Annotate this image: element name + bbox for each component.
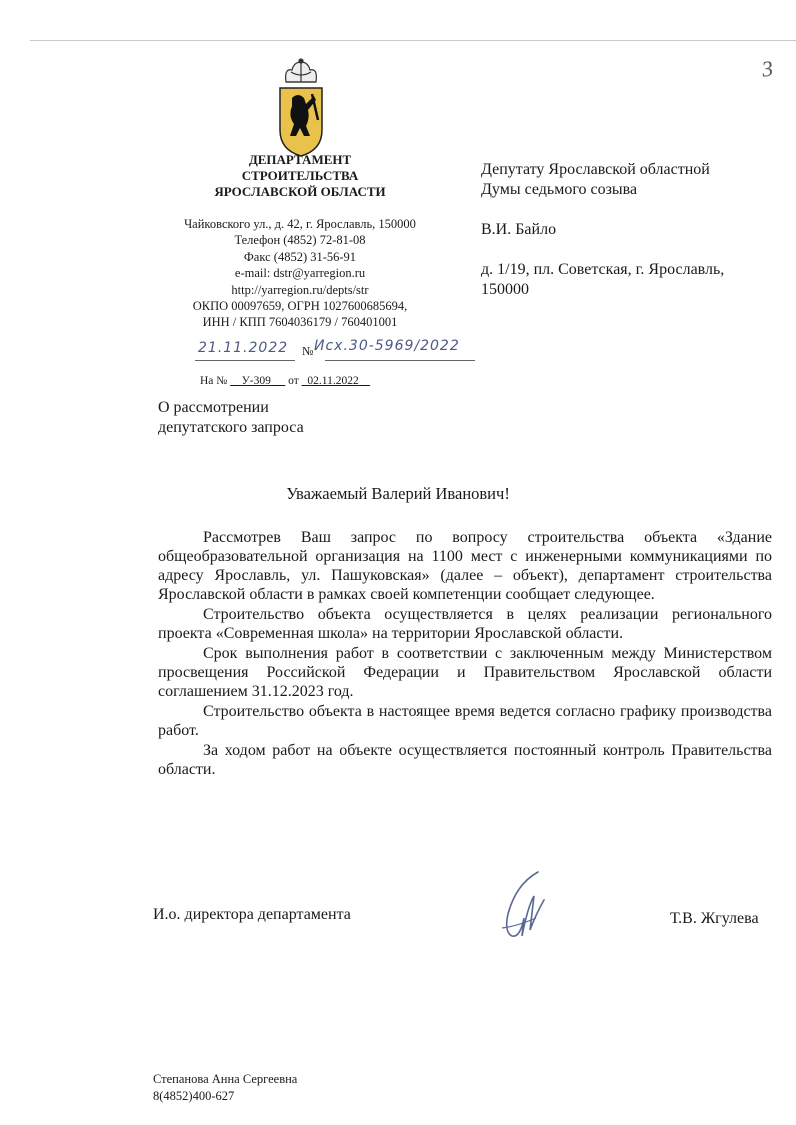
sender-phone: Телефон (4852) 72-81-08 (234, 233, 366, 248)
letter-subject (158, 398, 304, 438)
executor-name: Степанова Анна Сергеевна (153, 1072, 298, 1086)
body-paragraph: Строительство объекта осуществляется в целях реализации регионального проекта «Современная школа» на территории Ярославской области. (158, 606, 772, 642)
ref-label: На № (200, 375, 228, 387)
recipient-address-line: 150000 (481, 281, 529, 298)
subject-line: депутатского запроса (158, 419, 304, 436)
body-paragraph: Рассмотрев Ваш запрос по вопросу строительства объекта «Здание общеобразовательной организация на 1100 мест с инженерными коммуникациями по адресу Ярославль, ул. Пашуковская» (далее – объект), департамент строительства Ярославской области в рамках своей компетенции сообщает следующее. (158, 529, 772, 603)
recipient-block (481, 160, 781, 300)
executor-phone: 8(4852)400-627 (153, 1089, 235, 1103)
sender-contacts (150, 216, 450, 331)
sender-email: e-mail: dstr@yarregion.ru (234, 266, 366, 281)
sender-fax: Факс (4852) 31-56-91 (243, 249, 357, 264)
body-paragraph: Срок выполнения работ в соответствии с заключенным между Министерством просвещения Российской Федерации и Правительством Ярославской области соглашением 31.12.2023 год. (158, 645, 772, 700)
letter-body (158, 528, 772, 780)
scan-top-edge-line (30, 40, 796, 41)
page-number: 3 (760, 55, 775, 82)
reference-line (200, 375, 370, 387)
number-underline (325, 360, 475, 361)
handwritten-signature-icon (488, 866, 558, 946)
signer-name: Т.В. Жгулева (670, 910, 759, 927)
coat-of-arms-icon (272, 58, 330, 158)
sender-website: http://yarregion.ru/depts/str (231, 282, 369, 297)
number-sign: № (302, 344, 314, 358)
outgoing-number-handwritten: Исх.30-5969/2022 (314, 338, 460, 354)
date-underline (195, 360, 295, 361)
sender-department-name (180, 152, 420, 200)
executor-block (153, 1071, 297, 1105)
ref-date: 02.11.2022 (307, 375, 359, 387)
recipient-org-line: Депутату Ярославской областной (481, 161, 710, 178)
body-paragraph: Строительство объекта в настоящее время ведется согласно графику производства работ. (158, 703, 772, 739)
recipient-address-line: д. 1/19, пл. Советская, г. Ярославль, (481, 261, 725, 278)
ref-date-label: от (288, 375, 299, 387)
sender-inn-kpp: ИНН / КПП 7604036179 / 760401001 (202, 315, 398, 330)
sender-address: Чайковского ул., д. 42, г. Ярославль, 150000 (184, 217, 416, 231)
body-paragraph: За ходом работ на объекте осуществляется постоянный контроль Правительства области. (158, 742, 772, 778)
dept-line: ЯРОСЛАВСКОЙ ОБЛАСТИ (214, 184, 386, 199)
outgoing-date-handwritten: 21.11.2022 (198, 340, 289, 356)
dept-line: ДЕПАРТАМЕНТ (248, 152, 352, 167)
signer-title: И.о. директора департамента (153, 906, 351, 923)
subject-line: О рассмотрении (158, 399, 269, 416)
dept-line: СТРОИТЕЛЬСТВА (241, 168, 359, 183)
recipient-org-line: Думы седьмого созыва (481, 181, 638, 198)
recipient-name: В.И. Байло (481, 221, 557, 238)
greeting: Уважаемый Валерий Иванович! (286, 484, 510, 503)
sender-okpo-ogrn: ОКПО 00097659, ОГРН 1027600685694, (192, 299, 408, 314)
ref-number: У-309 (241, 375, 271, 387)
